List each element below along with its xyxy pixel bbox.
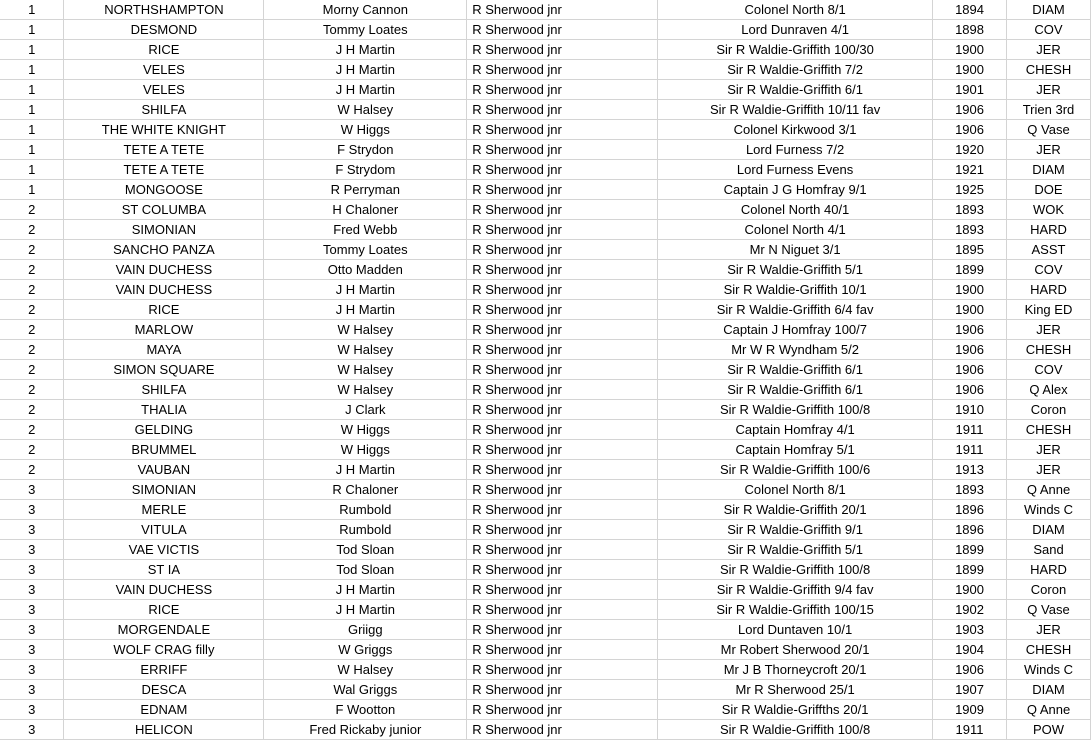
cell-trainer[interactable]: R Sherwood jnr bbox=[467, 120, 658, 140]
cell-race[interactable]: JER bbox=[1007, 440, 1091, 460]
cell-place[interactable]: 3 bbox=[0, 660, 64, 680]
cell-place[interactable]: 2 bbox=[0, 440, 64, 460]
cell-jockey[interactable]: J H Martin bbox=[264, 580, 467, 600]
cell-owner-odds[interactable]: Captain Homfray 5/1 bbox=[658, 440, 933, 460]
cell-year[interactable]: 1920 bbox=[933, 140, 1007, 160]
cell-trainer[interactable]: R Sherwood jnr bbox=[467, 580, 658, 600]
cell-year[interactable]: 1921 bbox=[933, 160, 1007, 180]
cell-trainer[interactable]: R Sherwood jnr bbox=[467, 80, 658, 100]
cell-jockey[interactable]: W Halsey bbox=[264, 320, 467, 340]
cell-place[interactable]: 2 bbox=[0, 300, 64, 320]
table-row bbox=[0, 440, 1091, 460]
cell-owner-odds[interactable]: Mr J B Thorneycroft 20/1 bbox=[658, 660, 933, 680]
cell-owner-odds[interactable]: Lord Furness 7/2 bbox=[658, 140, 933, 160]
cell-jockey[interactable]: Tommy Loates bbox=[264, 20, 467, 40]
cell-year[interactable]: 1906 bbox=[933, 120, 1007, 140]
cell-year[interactable]: 1901 bbox=[933, 80, 1007, 100]
cell-place[interactable]: 2 bbox=[0, 340, 64, 360]
cell-jockey[interactable]: R Chaloner bbox=[264, 480, 467, 500]
table-row bbox=[0, 700, 1091, 720]
cell-owner-odds[interactable]: Colonel North 40/1 bbox=[658, 200, 933, 220]
cell-jockey[interactable]: Griigg bbox=[264, 620, 467, 640]
cell-trainer[interactable]: R Sherwood jnr bbox=[467, 380, 658, 400]
cell-jockey[interactable]: F Wootton bbox=[264, 700, 467, 720]
cell-year[interactable]: 1899 bbox=[933, 540, 1007, 560]
cell-race[interactable]: JER bbox=[1007, 320, 1091, 340]
cell-race[interactable]: King ED bbox=[1007, 300, 1091, 320]
cell-owner-odds[interactable]: Sir R Waldie-Griffith 9/4 fav bbox=[658, 580, 933, 600]
cell-trainer[interactable]: R Sherwood jnr bbox=[467, 180, 658, 200]
cell-jockey[interactable]: J H Martin bbox=[264, 60, 467, 80]
cell-owner-odds[interactable]: Sir R Waldie-Griffith 100/15 bbox=[658, 600, 933, 620]
cell-race[interactable]: POW bbox=[1007, 720, 1091, 740]
cell-owner-odds[interactable]: Colonel North 8/1 bbox=[658, 480, 933, 500]
cell-horse[interactable]: DESMOND bbox=[64, 20, 264, 40]
table-row bbox=[0, 400, 1091, 420]
cell-jockey[interactable]: W Halsey bbox=[264, 360, 467, 380]
cell-year[interactable]: 1903 bbox=[933, 620, 1007, 640]
cell-owner-odds[interactable]: Sir R Waldie-Griffith 6/4 fav bbox=[658, 300, 933, 320]
cell-place[interactable]: 1 bbox=[0, 160, 64, 180]
cell-place[interactable]: 1 bbox=[0, 0, 64, 20]
cell-place[interactable]: 3 bbox=[0, 600, 64, 620]
cell-horse[interactable]: THE WHITE KNIGHT bbox=[64, 120, 264, 140]
cell-place[interactable]: 2 bbox=[0, 360, 64, 380]
cell-horse[interactable]: VAE VICTIS bbox=[64, 540, 264, 560]
cell-race[interactable]: WOK bbox=[1007, 200, 1091, 220]
cell-place[interactable]: 3 bbox=[0, 500, 64, 520]
cell-year[interactable]: 1896 bbox=[933, 500, 1007, 520]
table-row bbox=[0, 260, 1091, 280]
table-row bbox=[0, 420, 1091, 440]
cell-trainer[interactable]: R Sherwood jnr bbox=[467, 620, 658, 640]
cell-year[interactable]: 1896 bbox=[933, 520, 1007, 540]
cell-jockey[interactable]: W Halsey bbox=[264, 340, 467, 360]
cell-owner-odds[interactable]: Captain J G Homfray 9/1 bbox=[658, 180, 933, 200]
table-row bbox=[0, 100, 1091, 120]
cell-year[interactable]: 1894 bbox=[933, 0, 1007, 20]
cell-trainer[interactable]: R Sherwood jnr bbox=[467, 360, 658, 380]
cell-year[interactable]: 1910 bbox=[933, 400, 1007, 420]
table-row bbox=[0, 660, 1091, 680]
table-row bbox=[0, 460, 1091, 480]
cell-race[interactable]: COV bbox=[1007, 20, 1091, 40]
cell-race[interactable]: DOE bbox=[1007, 180, 1091, 200]
cell-jockey[interactable]: Tod Sloan bbox=[264, 540, 467, 560]
cell-place[interactable]: 2 bbox=[0, 320, 64, 340]
cell-owner-odds[interactable]: Sir R Waldie-Griffith 5/1 bbox=[658, 540, 933, 560]
cell-horse[interactable]: BRUMMEL bbox=[64, 440, 264, 460]
cell-jockey[interactable]: J Clark bbox=[264, 400, 467, 420]
cell-horse[interactable]: NORTHSHAMPTON bbox=[64, 0, 264, 20]
cell-race[interactable]: HARD bbox=[1007, 560, 1091, 580]
cell-owner-odds[interactable]: Colonel North 8/1 bbox=[658, 0, 933, 20]
cell-jockey[interactable]: W Higgs bbox=[264, 440, 467, 460]
cell-jockey[interactable]: W Griggs bbox=[264, 640, 467, 660]
cell-place[interactable]: 3 bbox=[0, 720, 64, 740]
cell-race[interactable]: COV bbox=[1007, 360, 1091, 380]
cell-horse[interactable]: SHILFA bbox=[64, 380, 264, 400]
cell-trainer[interactable]: R Sherwood jnr bbox=[467, 40, 658, 60]
cell-race[interactable]: DIAM bbox=[1007, 160, 1091, 180]
table-row bbox=[0, 120, 1091, 140]
cell-horse[interactable]: VITULA bbox=[64, 520, 264, 540]
cell-horse[interactable]: ST IA bbox=[64, 560, 264, 580]
cell-race[interactable]: Q Alex bbox=[1007, 380, 1091, 400]
cell-race[interactable]: Trien 3rd bbox=[1007, 100, 1091, 120]
cell-trainer[interactable]: R Sherwood jnr bbox=[467, 500, 658, 520]
cell-horse[interactable]: MARLOW bbox=[64, 320, 264, 340]
cell-race[interactable]: Q Anne bbox=[1007, 480, 1091, 500]
cell-jockey[interactable]: J H Martin bbox=[264, 280, 467, 300]
cell-horse[interactable]: MORGENDALE bbox=[64, 620, 264, 640]
cell-jockey[interactable]: Tommy Loates bbox=[264, 240, 467, 260]
cell-horse[interactable]: SHILFA bbox=[64, 100, 264, 120]
cell-horse[interactable]: SIMON SQUARE bbox=[64, 360, 264, 380]
table-row bbox=[0, 20, 1091, 40]
cell-race[interactable]: Q Anne bbox=[1007, 700, 1091, 720]
cell-trainer[interactable]: R Sherwood jnr bbox=[467, 480, 658, 500]
cell-year[interactable]: 1906 bbox=[933, 320, 1007, 340]
table-row bbox=[0, 220, 1091, 240]
cell-place[interactable]: 3 bbox=[0, 620, 64, 640]
cell-race[interactable]: Coron bbox=[1007, 400, 1091, 420]
cell-place[interactable]: 2 bbox=[0, 200, 64, 220]
cell-year[interactable]: 1902 bbox=[933, 600, 1007, 620]
cell-trainer[interactable]: R Sherwood jnr bbox=[467, 240, 658, 260]
cell-year[interactable]: 1925 bbox=[933, 180, 1007, 200]
cell-place[interactable]: 2 bbox=[0, 240, 64, 260]
table-row bbox=[0, 600, 1091, 620]
cell-owner-odds[interactable]: Lord Dunraven 4/1 bbox=[658, 20, 933, 40]
cell-place[interactable]: 3 bbox=[0, 580, 64, 600]
cell-year[interactable]: 1909 bbox=[933, 700, 1007, 720]
cell-jockey[interactable]: W Higgs bbox=[264, 420, 467, 440]
cell-horse[interactable]: VAUBAN bbox=[64, 460, 264, 480]
cell-jockey[interactable]: Wal Griggs bbox=[264, 680, 467, 700]
cell-race[interactable]: COV bbox=[1007, 260, 1091, 280]
cell-jockey[interactable]: J H Martin bbox=[264, 600, 467, 620]
cell-race[interactable]: CHESH bbox=[1007, 640, 1091, 660]
cell-owner-odds[interactable]: Captain J Homfray 100/7 bbox=[658, 320, 933, 340]
cell-horse[interactable]: MONGOOSE bbox=[64, 180, 264, 200]
cell-race[interactable]: CHESH bbox=[1007, 60, 1091, 80]
cell-race[interactable]: JER bbox=[1007, 460, 1091, 480]
table-row bbox=[0, 560, 1091, 580]
table-row bbox=[0, 280, 1091, 300]
cell-year[interactable]: 1893 bbox=[933, 220, 1007, 240]
cell-place[interactable]: 3 bbox=[0, 680, 64, 700]
cell-horse[interactable]: RICE bbox=[64, 300, 264, 320]
cell-horse[interactable]: TETE A TETE bbox=[64, 140, 264, 160]
cell-trainer[interactable]: R Sherwood jnr bbox=[467, 720, 658, 740]
cell-trainer[interactable]: R Sherwood jnr bbox=[467, 140, 658, 160]
cell-place[interactable]: 3 bbox=[0, 640, 64, 660]
cell-owner-odds[interactable]: Sir R Waldie-Griffths 20/1 bbox=[658, 700, 933, 720]
cell-place[interactable]: 2 bbox=[0, 400, 64, 420]
cell-owner-odds[interactable]: Sir R Waldie-Griffith 10/1 bbox=[658, 280, 933, 300]
cell-year[interactable]: 1900 bbox=[933, 60, 1007, 80]
cell-jockey[interactable]: Fred Rickaby junior bbox=[264, 720, 467, 740]
table-row bbox=[0, 40, 1091, 60]
cell-horse[interactable]: ERRIFF bbox=[64, 660, 264, 680]
cell-owner-odds[interactable]: Lord Furness Evens bbox=[658, 160, 933, 180]
cell-trainer[interactable]: R Sherwood jnr bbox=[467, 520, 658, 540]
cell-place[interactable]: 1 bbox=[0, 100, 64, 120]
cell-owner-odds[interactable]: Sir R Waldie-Griffith 6/1 bbox=[658, 80, 933, 100]
cell-year[interactable]: 1911 bbox=[933, 420, 1007, 440]
cell-race[interactable]: HARD bbox=[1007, 220, 1091, 240]
cell-owner-odds[interactable]: Sir R Waldie-Griffith 9/1 bbox=[658, 520, 933, 540]
cell-trainer[interactable]: R Sherwood jnr bbox=[467, 200, 658, 220]
cell-trainer[interactable]: R Sherwood jnr bbox=[467, 320, 658, 340]
cell-place[interactable]: 3 bbox=[0, 540, 64, 560]
cell-trainer[interactable]: R Sherwood jnr bbox=[467, 160, 658, 180]
cell-race[interactable]: CHESH bbox=[1007, 420, 1091, 440]
cell-owner-odds[interactable]: Sir R Waldie-Griffith 6/1 bbox=[658, 360, 933, 380]
cell-trainer[interactable]: R Sherwood jnr bbox=[467, 400, 658, 420]
cell-trainer[interactable]: R Sherwood jnr bbox=[467, 20, 658, 40]
table-row bbox=[0, 180, 1091, 200]
cell-year[interactable]: 1895 bbox=[933, 240, 1007, 260]
cell-year[interactable]: 1893 bbox=[933, 200, 1007, 220]
cell-race[interactable]: Coron bbox=[1007, 580, 1091, 600]
cell-horse[interactable]: VELES bbox=[64, 80, 264, 100]
cell-jockey[interactable]: W Halsey bbox=[264, 380, 467, 400]
cell-horse[interactable]: TETE A TETE bbox=[64, 160, 264, 180]
cell-place[interactable]: 2 bbox=[0, 220, 64, 240]
cell-place[interactable]: 2 bbox=[0, 380, 64, 400]
cell-trainer[interactable]: R Sherwood jnr bbox=[467, 600, 658, 620]
cell-year[interactable]: 1906 bbox=[933, 100, 1007, 120]
cell-race[interactable]: Winds C bbox=[1007, 500, 1091, 520]
cell-place[interactable]: 2 bbox=[0, 460, 64, 480]
cell-place[interactable]: 3 bbox=[0, 700, 64, 720]
cell-year[interactable]: 1911 bbox=[933, 440, 1007, 460]
cell-trainer[interactable]: R Sherwood jnr bbox=[467, 680, 658, 700]
cell-year[interactable]: 1900 bbox=[933, 280, 1007, 300]
table-row bbox=[0, 540, 1091, 560]
cell-owner-odds[interactable]: Sir R Waldie-Griffith 6/1 bbox=[658, 380, 933, 400]
cell-owner-odds[interactable]: Sir R Waldie-Griffith 7/2 bbox=[658, 60, 933, 80]
cell-horse[interactable]: RICE bbox=[64, 40, 264, 60]
cell-trainer[interactable]: R Sherwood jnr bbox=[467, 340, 658, 360]
cell-trainer[interactable]: R Sherwood jnr bbox=[467, 60, 658, 80]
cell-race[interactable]: JER bbox=[1007, 140, 1091, 160]
cell-race[interactable]: ASST bbox=[1007, 240, 1091, 260]
table-row bbox=[0, 380, 1091, 400]
cell-race[interactable]: Q Vase bbox=[1007, 600, 1091, 620]
cell-horse[interactable]: MAYA bbox=[64, 340, 264, 360]
cell-year[interactable]: 1893 bbox=[933, 480, 1007, 500]
cell-jockey[interactable]: Otto Madden bbox=[264, 260, 467, 280]
cell-place[interactable]: 3 bbox=[0, 520, 64, 540]
cell-place[interactable]: 1 bbox=[0, 180, 64, 200]
cell-race[interactable]: Winds C bbox=[1007, 660, 1091, 680]
cell-owner-odds[interactable]: Mr N Niguet 3/1 bbox=[658, 240, 933, 260]
cell-horse[interactable]: ST COLUMBA bbox=[64, 200, 264, 220]
cell-horse[interactable]: VAIN DUCHESS bbox=[64, 280, 264, 300]
cell-owner-odds[interactable]: Sir R Waldie-Griffith 100/6 bbox=[658, 460, 933, 480]
cell-owner-odds[interactable]: Sir R Waldie-Griffith 20/1 bbox=[658, 500, 933, 520]
cell-jockey[interactable]: W Higgs bbox=[264, 120, 467, 140]
cell-race[interactable]: DIAM bbox=[1007, 520, 1091, 540]
cell-year[interactable]: 1899 bbox=[933, 260, 1007, 280]
cell-horse[interactable]: VAIN DUCHESS bbox=[64, 260, 264, 280]
cell-horse[interactable]: RICE bbox=[64, 600, 264, 620]
cell-jockey[interactable]: Rumbold bbox=[264, 500, 467, 520]
cell-trainer[interactable]: R Sherwood jnr bbox=[467, 0, 658, 20]
cell-trainer[interactable]: R Sherwood jnr bbox=[467, 700, 658, 720]
cell-year[interactable]: 1900 bbox=[933, 40, 1007, 60]
table-row bbox=[0, 340, 1091, 360]
cell-jockey[interactable]: J H Martin bbox=[264, 80, 467, 100]
cell-owner-odds[interactable]: Mr W R Wyndham 5/2 bbox=[658, 340, 933, 360]
cell-owner-odds[interactable]: Sir R Waldie-Griffith 100/8 bbox=[658, 560, 933, 580]
cell-owner-odds[interactable]: Sir R Waldie-Griffith 10/11 fav bbox=[658, 100, 933, 120]
cell-trainer[interactable]: R Sherwood jnr bbox=[467, 560, 658, 580]
table-row bbox=[0, 320, 1091, 340]
cell-horse[interactable]: DESCA bbox=[64, 680, 264, 700]
cell-horse[interactable]: MERLE bbox=[64, 500, 264, 520]
cell-year[interactable]: 1911 bbox=[933, 720, 1007, 740]
table-row bbox=[0, 480, 1091, 500]
cell-jockey[interactable]: J H Martin bbox=[264, 300, 467, 320]
cell-trainer[interactable]: R Sherwood jnr bbox=[467, 280, 658, 300]
cell-trainer[interactable]: R Sherwood jnr bbox=[467, 100, 658, 120]
cell-owner-odds[interactable]: Captain Homfray 4/1 bbox=[658, 420, 933, 440]
cell-place[interactable]: 1 bbox=[0, 140, 64, 160]
cell-owner-odds[interactable]: Mr Robert Sherwood 20/1 bbox=[658, 640, 933, 660]
table-row bbox=[0, 60, 1091, 80]
cell-trainer[interactable]: R Sherwood jnr bbox=[467, 260, 658, 280]
cell-owner-odds[interactable]: Colonel Kirkwood 3/1 bbox=[658, 120, 933, 140]
table-row bbox=[0, 720, 1091, 740]
cell-race[interactable]: JER bbox=[1007, 40, 1091, 60]
cell-jockey[interactable]: Morny Cannon bbox=[264, 0, 467, 20]
cell-race[interactable]: JER bbox=[1007, 620, 1091, 640]
table-row bbox=[0, 300, 1091, 320]
cell-year[interactable]: 1899 bbox=[933, 560, 1007, 580]
cell-horse[interactable]: HELICON bbox=[64, 720, 264, 740]
table-row bbox=[0, 80, 1091, 100]
cell-trainer[interactable]: R Sherwood jnr bbox=[467, 300, 658, 320]
cell-horse[interactable]: VELES bbox=[64, 60, 264, 80]
cell-jockey[interactable]: F Strydon bbox=[264, 140, 467, 160]
cell-jockey[interactable]: W Halsey bbox=[264, 100, 467, 120]
cell-jockey[interactable]: Fred Webb bbox=[264, 220, 467, 240]
cell-horse[interactable]: GELDING bbox=[64, 420, 264, 440]
cell-owner-odds[interactable]: Lord Duntaven 10/1 bbox=[658, 620, 933, 640]
cell-place[interactable]: 2 bbox=[0, 420, 64, 440]
table-row bbox=[0, 360, 1091, 380]
cell-place[interactable]: 3 bbox=[0, 560, 64, 580]
cell-jockey[interactable]: J H Martin bbox=[264, 460, 467, 480]
cell-place[interactable]: 2 bbox=[0, 260, 64, 280]
cell-place[interactable]: 1 bbox=[0, 80, 64, 100]
cell-year[interactable]: 1900 bbox=[933, 580, 1007, 600]
cell-jockey[interactable]: W Halsey bbox=[264, 660, 467, 680]
table-row bbox=[0, 200, 1091, 220]
cell-year[interactable]: 1898 bbox=[933, 20, 1007, 40]
cell-horse[interactable]: SIMONIAN bbox=[64, 480, 264, 500]
cell-year[interactable]: 1906 bbox=[933, 340, 1007, 360]
cell-horse[interactable]: SANCHO PANZA bbox=[64, 240, 264, 260]
cell-race[interactable]: Q Vase bbox=[1007, 120, 1091, 140]
cell-trainer[interactable]: R Sherwood jnr bbox=[467, 220, 658, 240]
cell-race[interactable]: CHESH bbox=[1007, 340, 1091, 360]
cell-owner-odds[interactable]: Colonel North 4/1 bbox=[658, 220, 933, 240]
cell-year[interactable]: 1900 bbox=[933, 300, 1007, 320]
table-row bbox=[0, 160, 1091, 180]
cell-place[interactable]: 1 bbox=[0, 40, 64, 60]
table-row bbox=[0, 140, 1091, 160]
cell-horse[interactable]: SIMONIAN bbox=[64, 220, 264, 240]
cell-jockey[interactable]: J H Martin bbox=[264, 40, 467, 60]
cell-race[interactable]: DIAM bbox=[1007, 680, 1091, 700]
cell-trainer[interactable]: R Sherwood jnr bbox=[467, 660, 658, 680]
table-row bbox=[0, 0, 1091, 20]
cell-horse[interactable]: WOLF CRAG filly bbox=[64, 640, 264, 660]
cell-year[interactable]: 1906 bbox=[933, 660, 1007, 680]
cell-year[interactable]: 1906 bbox=[933, 380, 1007, 400]
cell-trainer[interactable]: R Sherwood jnr bbox=[467, 460, 658, 480]
cell-jockey[interactable]: F Strydom bbox=[264, 160, 467, 180]
cell-year[interactable]: 1907 bbox=[933, 680, 1007, 700]
cell-owner-odds[interactable]: Sir R Waldie-Griffith 100/8 bbox=[658, 400, 933, 420]
table-row bbox=[0, 240, 1091, 260]
cell-owner-odds[interactable]: Sir R Waldie-Griffith 100/8 bbox=[658, 720, 933, 740]
cell-owner-odds[interactable]: Mr R Sherwood 25/1 bbox=[658, 680, 933, 700]
cell-year[interactable]: 1913 bbox=[933, 460, 1007, 480]
cell-jockey[interactable]: Rumbold bbox=[264, 520, 467, 540]
table-row bbox=[0, 620, 1091, 640]
cell-trainer[interactable]: R Sherwood jnr bbox=[467, 640, 658, 660]
cell-place[interactable]: 2 bbox=[0, 280, 64, 300]
cell-owner-odds[interactable]: Sir R Waldie-Griffith 100/30 bbox=[658, 40, 933, 60]
cell-place[interactable]: 1 bbox=[0, 20, 64, 40]
cell-horse[interactable]: THALIA bbox=[64, 400, 264, 420]
cell-jockey[interactable]: Tod Sloan bbox=[264, 560, 467, 580]
cell-race[interactable]: JER bbox=[1007, 80, 1091, 100]
cell-horse[interactable]: VAIN DUCHESS bbox=[64, 580, 264, 600]
table-row bbox=[0, 500, 1091, 520]
table-row bbox=[0, 680, 1091, 700]
cell-race[interactable]: HARD bbox=[1007, 280, 1091, 300]
cell-jockey[interactable]: R Perryman bbox=[264, 180, 467, 200]
cell-year[interactable]: 1904 bbox=[933, 640, 1007, 660]
cell-horse[interactable]: EDNAM bbox=[64, 700, 264, 720]
table-row bbox=[0, 640, 1091, 660]
cell-place[interactable]: 3 bbox=[0, 480, 64, 500]
cell-race[interactable]: DIAM bbox=[1007, 0, 1091, 20]
table-row bbox=[0, 520, 1091, 540]
cell-year[interactable]: 1906 bbox=[933, 360, 1007, 380]
cell-place[interactable]: 1 bbox=[0, 60, 64, 80]
cell-trainer[interactable]: R Sherwood jnr bbox=[467, 440, 658, 460]
cell-race[interactable]: Sand bbox=[1007, 540, 1091, 560]
table-row bbox=[0, 580, 1091, 600]
cell-place[interactable]: 1 bbox=[0, 120, 64, 140]
cell-trainer[interactable]: R Sherwood jnr bbox=[467, 540, 658, 560]
cell-jockey[interactable]: H Chaloner bbox=[264, 200, 467, 220]
cell-owner-odds[interactable]: Sir R Waldie-Griffith 5/1 bbox=[658, 260, 933, 280]
cell-trainer[interactable]: R Sherwood jnr bbox=[467, 420, 658, 440]
